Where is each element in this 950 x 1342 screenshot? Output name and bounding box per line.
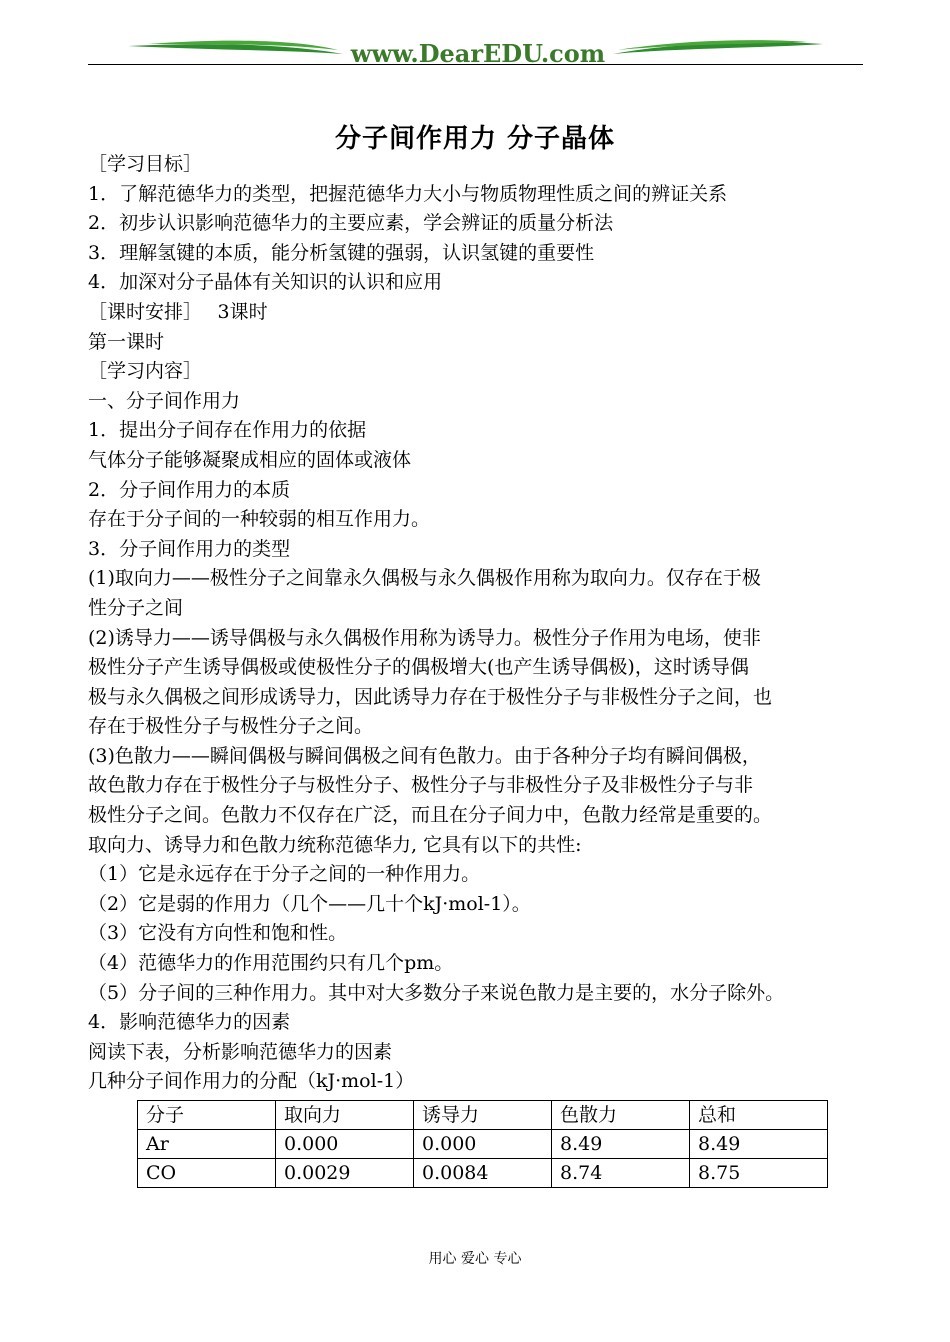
table-cell: 0.0029 (276, 1159, 414, 1188)
table-cell: 0.000 (276, 1130, 414, 1159)
page-footer: 用心 爱心 专心 (428, 1251, 522, 1267)
text-line: 性分子之间 (88, 596, 184, 619)
text-line: 阅读下表，分析影响范德华力的因素 (88, 1040, 393, 1063)
table-cell: 8.74 (552, 1159, 690, 1188)
text-line: ［学习内容］ (88, 360, 203, 383)
table-header-cell: 取向力 (276, 1101, 414, 1130)
text-line: 存在于极性分子与极性分子之间。 (88, 715, 374, 738)
text-line: （2）它是弱的作用力（几个——几十个kJ·mol-1）。 (88, 892, 531, 915)
text-line: 故色散力存在于极性分子与极性分子、极性分子与非极性分子及非极性分子与非 (88, 774, 754, 797)
text-line: ［学习目标］ (88, 153, 203, 175)
table-cell: CO (138, 1159, 276, 1188)
site-logo-text: www.DearEDU.com (350, 39, 606, 68)
text-line: 3．理解氢键的本质，能分析氢键的强弱，认识氢键的重要性 (88, 241, 595, 264)
text-line: 1．提出分子间存在作用力的依据 (88, 419, 367, 442)
text-line: 极性分子之间。色散力不仅存在广泛，而且在分子间力中，色散力经常是重要的。 (88, 804, 773, 827)
table-cell: 0.000 (414, 1130, 552, 1159)
document-body (88, 150, 868, 1097)
table-header-cell: 色散力 (552, 1101, 690, 1130)
table-header-cell: 总和 (690, 1101, 828, 1130)
table-header-cell: 分子 (138, 1101, 276, 1130)
text-line: 2．初步认识影响范德华力的主要应素，学会辨证的质量分析法 (88, 212, 614, 235)
text-line: 4．加深对分子晶体有关知识的认识和应用 (88, 271, 443, 294)
page-title: 分子间作用力 分子晶体 (334, 124, 616, 154)
text-line: （5）分子间的三种作用力。其中对大多数分子来说色散力是主要的，水分子除外。 (88, 981, 785, 1004)
table-cell: 8.49 (690, 1130, 828, 1159)
table-cell: 0.0084 (414, 1159, 552, 1188)
text-line: 极性分子产生诱导偶极或使极性分子的偶极增大(也产生诱导偶极)，这时诱导偶 (88, 656, 749, 679)
table-row (138, 1159, 828, 1188)
text-line: (1)取向力——极性分子之间靠永久偶极与永久偶极作用称为取向力。仅存在于极 (88, 567, 761, 590)
text-line: ［课时安排］ 3课时 (88, 300, 268, 323)
text-line: 2．分子间作用力的本质 (88, 478, 291, 501)
text-line: （4）范德华力的作用范围约只有几个pm。 (88, 952, 454, 975)
text-line: 一、分子间作用力 (88, 389, 241, 412)
text-line: 第一课时 (88, 330, 165, 353)
force-distribution-table (137, 1100, 828, 1188)
text-line: 3．分子间作用力的类型 (88, 537, 291, 560)
text-line: 取向力、诱导力和色散力统称范德华力, 它具有以下的共性: (88, 833, 582, 856)
table-cell: Ar (138, 1130, 276, 1159)
table-header-row (138, 1101, 828, 1130)
header-rule (88, 64, 863, 65)
text-line: （3）它没有方向性和饱和性。 (88, 922, 348, 945)
table-row (138, 1130, 828, 1159)
text-line: 极与永久偶极之间形成诱导力，因此诱导力存在于极性分子与非极性分子之间，也 (88, 685, 773, 708)
text-line: 气体分子能够凝聚成相应的固体或液体 (88, 448, 412, 471)
text-line: 1．了解范德华力的类型，把握范德华力大小与物质物理性质之间的辨证关系 (88, 182, 728, 205)
text-line: 几种分子间作用力的分配（kJ·mol-1） (88, 1070, 415, 1093)
text-line: 存在于分子间的一种较弱的相互作用力。 (88, 508, 431, 531)
text-line: 4．影响范德华力的因素 (88, 1011, 291, 1034)
text-line: (2)诱导力——诱导偶极与永久偶极作用称为诱导力。极性分子作用为电场，使非 (88, 626, 761, 649)
text-line: （1）它是永远存在于分子之间的一种作用力。 (88, 863, 481, 886)
table-cell: 8.49 (552, 1130, 690, 1159)
table-header-cell: 诱导力 (414, 1101, 552, 1130)
text-line: (3)色散力——瞬间偶极与瞬间偶极之间有色散力。由于各种分子均有瞬间偶极， (88, 744, 761, 767)
table-cell: 8.75 (690, 1159, 828, 1188)
